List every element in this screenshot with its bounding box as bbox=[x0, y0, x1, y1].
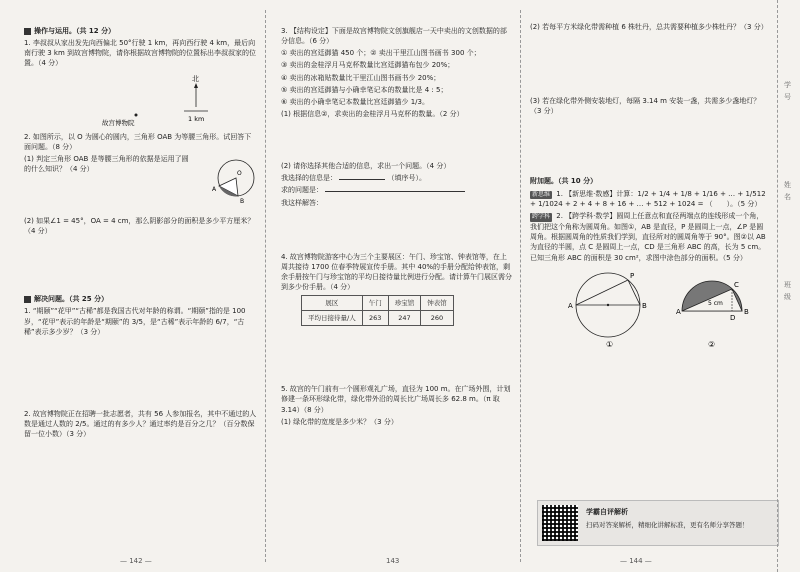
question-5-2: (2) 请你选择其他合适的信息，求出一个问题。（4 分） bbox=[281, 162, 451, 171]
question-5: 3. 【结构设定】下面是故宫博物院文创旗舰店一天中卖出的文创数据的部分信息。（6 分） bbox=[281, 27, 507, 46]
section-marker-icon bbox=[24, 296, 31, 303]
fact-4: ⑤ 卖出的宫廷御猫与小确幸笔记本的数量比是 4 : 5； bbox=[281, 85, 448, 94]
fig2-height-label: 5 cm bbox=[708, 299, 723, 307]
table-cell: 260 bbox=[421, 311, 454, 326]
qr-banner[interactable] bbox=[537, 500, 779, 546]
section-title: 解决问题。（共 25 分） bbox=[24, 294, 257, 304]
question-2-2: (2) 如果∠1 = 45°，OA = 4 cm，那么阴影部分的面积是多少平方厘米？（4 分） bbox=[24, 216, 255, 236]
page-number: — 144 — bbox=[620, 556, 652, 565]
question-7: 5. 故宫的午门前有一个圆形观礼广场，直径为 100 m。在广场外围，计划修建一条环形绿化带，绿化带外沿的周长比广场周长多 62.8 m。（π 取 3.14）（8 分） bbox=[281, 385, 511, 414]
margin-label: 班 bbox=[784, 281, 791, 289]
table-cell: 午门 bbox=[362, 296, 388, 311]
palace-dot bbox=[135, 113, 138, 116]
margin-label: 学 bbox=[784, 81, 791, 89]
margin-label: 姓 bbox=[784, 181, 791, 189]
fact-2: ③ 卖出的金桂浮月马克杯数量比宫廷御猫布包少 20%； bbox=[281, 61, 455, 70]
question-2: 2. 如图所示，以 O 为圆心的圆内，三角形 OAB 为等腰三角形。试回答下面问题。（8 分） bbox=[24, 132, 252, 151]
margin-label: 号 bbox=[784, 93, 791, 101]
question-3: 1. “期颐”“花甲”“古稀”都是我国古代对年龄的称谓。“期颐”指的是 100 岁，“花甲”表示的年龄是“期颐”的 3/5，是“古稀”表示年龄的 6/7，“古稀”表示多少岁？（3 分） bbox=[24, 307, 246, 336]
question-1: 1. 李叔叔从家出发先向西偏北 50°行驶 1 km，再向西行驶 4 km，最后向南行驶 3 km 到故宫博物院，请你根据故宫博物院的位置标出李叔叔家的位置。（4 分） bbox=[24, 39, 257, 68]
left-column bbox=[0, 0, 265, 572]
middle-column bbox=[265, 0, 520, 572]
fig1-label-p: P bbox=[630, 271, 635, 280]
question-2-1: (1) 判定三角形 OAB 是等腰三角形的依据是运用了圆的什么知识？（4 分） bbox=[24, 154, 189, 174]
table-cell: 钟表馆 bbox=[421, 296, 454, 311]
label-o: O bbox=[237, 169, 242, 177]
question-9: 跨学科 2. 【跨学科·数学】圆周上任意点和直径两端点的连线形成一个角，我们把这个角称为圆周角。如图①，AB 是直径，P 是圆周上一点，∠P 是圆周角。根据圆周角的性质我们学到，直径所对的圆周角等于 90°。图②以 AB 为直径的半圆，点 C 是圆周上一点，CD 是三角形 ABC 的高，长为 5 cm。已知三角形 ABC 的面积是 30 cm²，求图中涂色部分的面积。（5 分） bbox=[530, 212, 766, 262]
fig2-caption: ② bbox=[708, 339, 716, 349]
table-header-row bbox=[302, 296, 454, 311]
scale-label: 1 km bbox=[188, 114, 205, 123]
north-arrow-icon bbox=[194, 83, 198, 88]
ask-blank[interactable] bbox=[325, 191, 465, 192]
palace-label: 故宫博物院 bbox=[102, 118, 135, 127]
section-title: 操作与运用。（共 12 分） bbox=[24, 26, 257, 36]
margin-label: 级 bbox=[784, 293, 791, 301]
question-7-2: (2) 若每平方米绿化带需种植 6 株牡丹，总共需要种植多少株牡丹？（3 分） bbox=[530, 23, 768, 31]
circle-figure bbox=[210, 156, 258, 204]
table-cell: 珍宝馆 bbox=[388, 296, 421, 311]
fact-5: ⑥ 卖出的小确幸笔记本数量比宫廷御猫少 1/3。 bbox=[281, 97, 429, 106]
table-cell: 展区 bbox=[302, 296, 363, 311]
question-8: 新思维 1. 【新思维·数感】计算：1/2 + 1/4 + 1/8 + 1/16 + … + 1/512 + 1/1024 + 2 + 4 + 8 + 16 + … + 512 + 1024 = （ ）。（5 分） bbox=[530, 189, 766, 209]
binding-margin bbox=[777, 0, 800, 572]
circle-figures bbox=[530, 265, 770, 351]
badge: 新思维 bbox=[532, 190, 551, 198]
page-number: 143 bbox=[386, 556, 400, 565]
table-cell: 平均日接待量/人 bbox=[302, 311, 363, 326]
qr-title: 学霸自评解析 bbox=[586, 508, 628, 516]
fact-1: ① 卖出的宫廷御猫 450 个；② 卖出干里江山图书画书 300 个； bbox=[281, 49, 481, 58]
section-marker-icon bbox=[24, 28, 31, 35]
question-5-1: (1) 根据信息②，求卖出的金桂浮月马克杯的数量。（2 分） bbox=[281, 109, 464, 118]
fig1-caption: ① bbox=[606, 339, 614, 349]
fig2-label-a: A bbox=[676, 307, 681, 316]
solve-label: 我这样解答： bbox=[281, 198, 323, 207]
fig2-label-c: C bbox=[734, 280, 739, 289]
qr-code-icon[interactable] bbox=[542, 505, 578, 541]
question-4: 2. 故宫博物院正在招聘一批志愿者，共有 56 人参加报名，其中不通过的人数是通过人数的 2/5。通过的有多少人？通过率约是百分之几？（百分数保留一位小数）（3 分） bbox=[24, 409, 257, 439]
table-row bbox=[302, 311, 454, 326]
fig2-label-d: D bbox=[730, 313, 736, 322]
map-figure bbox=[24, 71, 254, 129]
question-7-1: (1) 绿化带的宽度是多少米？（3 分） bbox=[281, 417, 398, 426]
margin-label: 名 bbox=[784, 193, 791, 201]
table-cell: 247 bbox=[388, 311, 421, 326]
badge: 跨学科 bbox=[532, 213, 551, 221]
question-7-3: (3) 若在绿化带外侧安装地灯，每隔 3.14 m 安装一盏，共需多少盏地灯？（3 分） bbox=[530, 97, 761, 116]
right-column bbox=[520, 0, 778, 572]
choose-blank[interactable] bbox=[339, 179, 385, 180]
fig1-label-b: B bbox=[642, 301, 647, 310]
fig1-label-a: A bbox=[568, 301, 573, 310]
question-6: 4. 故宫博物院游客中心为三个主要展区：午门、珍宝馆、钟表馆等，在上周共接待 1700 位春季特展宣传手册。其中 40%的手册分配给钟表馆，剩余手册按午门与珍宝馆的平均日接待量比例进行分配。请计算午门展区需分到多少份手册。（4 分） bbox=[281, 252, 512, 292]
qr-text: 扫码对答案解析，精细化讲解标准，更有名师分享答题！ bbox=[586, 521, 749, 529]
page-number: — 142 — bbox=[120, 556, 152, 565]
ask-line: 求的问题是： bbox=[281, 185, 512, 195]
north-label: 北 bbox=[192, 74, 199, 83]
section-title: 附加题。（共 10 分） bbox=[530, 177, 598, 186]
label-a: A bbox=[212, 185, 217, 193]
fig2-label-b: B bbox=[744, 307, 749, 316]
label-b: B bbox=[240, 197, 245, 204]
choose-line: 我选择的信息是： （填序号）。 bbox=[281, 174, 426, 183]
fact-3: ④ 卖出的冰箱贴数量比干里江山图书画书少 20%； bbox=[281, 73, 441, 82]
q2-block bbox=[24, 154, 257, 216]
visitor-table bbox=[301, 295, 454, 326]
table-cell: 263 bbox=[362, 311, 388, 326]
